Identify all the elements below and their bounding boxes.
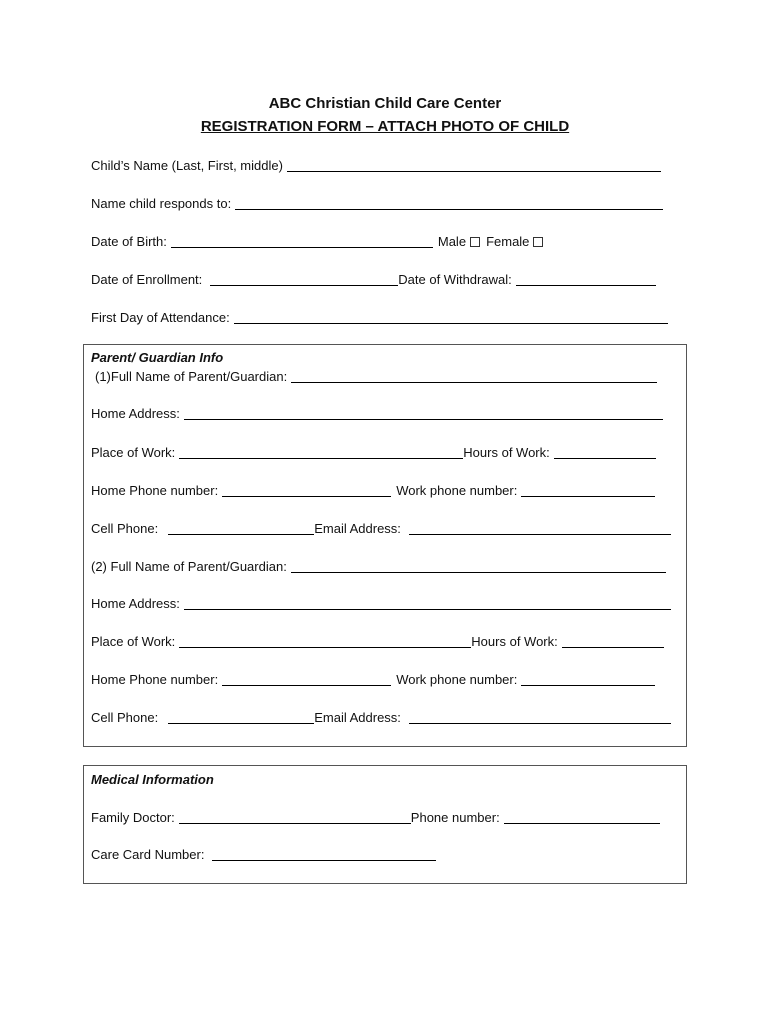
responds-label: Name child responds to:	[91, 196, 232, 211]
g1-cell-label: Cell Phone:	[91, 521, 159, 536]
g1-hours-label: Hours of Work:	[463, 445, 550, 460]
g2-home-phone-field[interactable]	[222, 685, 391, 686]
doctor-phone-field[interactable]	[504, 823, 660, 824]
dob-field[interactable]	[171, 247, 433, 248]
g1-email-label: Email Address:	[314, 521, 401, 536]
g2-cell-field[interactable]	[168, 723, 314, 724]
g1-email-field[interactable]	[409, 534, 671, 535]
female-checkbox[interactable]	[533, 237, 543, 247]
g2-name-row	[91, 556, 666, 576]
child-name-field[interactable]	[287, 171, 661, 172]
dob-label: Date of Birth:	[91, 234, 167, 249]
g1-work-phone-label: Work phone number:	[396, 483, 518, 498]
male-label: Male	[437, 234, 467, 249]
first-day-row	[91, 307, 668, 327]
g2-cell-label: Cell Phone:	[91, 710, 159, 725]
g2-hours-label: Hours of Work:	[471, 634, 558, 649]
child-name-row	[91, 155, 661, 175]
medical-section	[83, 765, 687, 884]
g2-email-label: Email Address:	[314, 710, 401, 725]
guardian-section-title-row	[91, 347, 223, 367]
g2-work-field[interactable]	[179, 647, 471, 648]
g2-address-row	[91, 593, 671, 613]
male-checkbox[interactable]	[470, 237, 480, 247]
care-card-row	[91, 844, 436, 864]
responds-row	[91, 193, 663, 213]
g1-name-label: (1)Full Name of Parent/Guardian:	[95, 369, 288, 384]
g1-work-row	[91, 442, 656, 462]
dob-row	[91, 231, 547, 251]
g1-home-phone-field[interactable]	[222, 496, 391, 497]
g2-email-field[interactable]	[409, 723, 671, 724]
org-name: ABC Christian Child Care Center	[268, 95, 502, 112]
g2-address-label: Home Address:	[91, 596, 180, 611]
enrollment-label: Date of Enrollment:	[91, 272, 203, 287]
g2-work-phone-field[interactable]	[521, 685, 655, 686]
g1-cell-field[interactable]	[168, 534, 314, 535]
g2-work-label: Place of Work:	[91, 634, 176, 649]
g2-name-field[interactable]	[291, 572, 666, 573]
medical-section-title-row	[91, 769, 214, 789]
g2-name-label: (2) Full Name of Parent/Guardian:	[91, 559, 287, 574]
first-day-label: First Day of Attendance:	[91, 310, 230, 325]
g1-address-label: Home Address:	[91, 406, 180, 421]
withdrawal-label: Date of Withdrawal:	[398, 272, 512, 287]
g1-work-field[interactable]	[179, 458, 463, 459]
doctor-row	[91, 807, 660, 827]
g1-name-row	[95, 366, 657, 386]
g2-cell-row	[91, 707, 671, 727]
g1-cell-row	[91, 518, 671, 538]
enrollment-row	[91, 269, 656, 289]
g1-hours-field[interactable]	[554, 458, 656, 459]
g1-address-field[interactable]	[184, 419, 663, 420]
g2-home-phone-label: Home Phone number:	[91, 672, 219, 687]
female-label: Female	[486, 234, 530, 249]
g2-hours-field[interactable]	[562, 647, 664, 648]
g2-work-row	[91, 631, 664, 651]
g2-address-field[interactable]	[184, 609, 671, 610]
child-name-label: Child’s Name (Last, First, middle)	[91, 158, 283, 173]
g2-phone-row	[91, 669, 655, 689]
enrollment-field[interactable]	[210, 285, 398, 286]
responds-field[interactable]	[235, 209, 663, 210]
medical-section-title: Medical Information	[91, 772, 214, 787]
doctor-field[interactable]	[179, 823, 411, 824]
g1-phone-row	[91, 480, 655, 500]
doctor-phone-label: Phone number:	[410, 810, 500, 825]
withdrawal-field[interactable]	[516, 285, 656, 286]
g1-work-label: Place of Work:	[91, 445, 176, 460]
first-day-field[interactable]	[234, 323, 668, 324]
g1-address-row	[91, 403, 663, 423]
guardian-section-title: Parent/ Guardian Info	[91, 350, 224, 365]
g1-home-phone-label: Home Phone number:	[91, 483, 219, 498]
doctor-label: Family Doctor:	[91, 810, 175, 825]
g1-name-field[interactable]	[291, 382, 657, 383]
form-title: REGISTRATION FORM – ATTACH PHOTO OF CHILD	[200, 118, 570, 135]
g2-work-phone-label: Work phone number:	[396, 672, 518, 687]
g1-work-phone-field[interactable]	[521, 496, 655, 497]
care-card-label: Care Card Number:	[91, 847, 205, 862]
care-card-field[interactable]	[212, 860, 436, 861]
guardian-section	[83, 344, 687, 747]
